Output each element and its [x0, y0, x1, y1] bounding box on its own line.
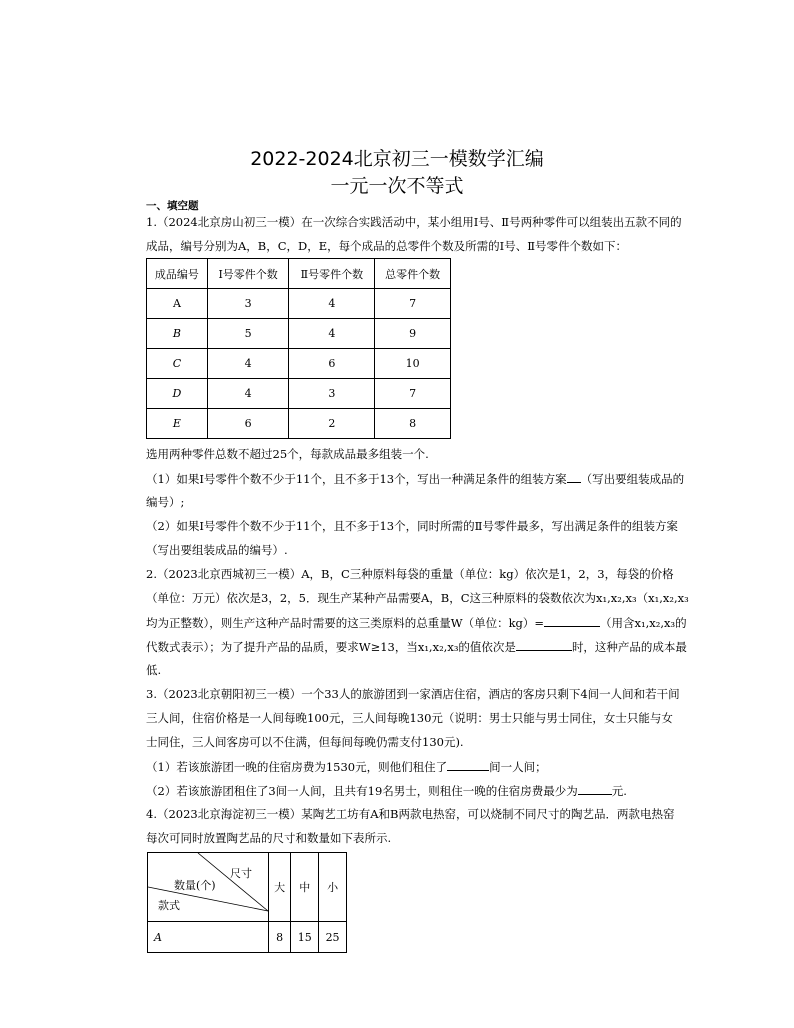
q3-line1: 3.（2023北京朝阳初三一模）一个33人的旅游团到一家酒店住宿，酒店的客房只剩下4间一人间和若干间: [146, 687, 680, 701]
q1-part1-text: （1）如果Ⅰ号零件个数不少于11个，且不多于13个，写出一种满足条件的组装方案: [146, 472, 567, 486]
table-header-cell: 成品编号: [147, 259, 208, 289]
q2-line4-text-end: 时，这种产品的成本最: [571, 640, 687, 654]
q3-line3: 士同住，三人间客房可以不住满，但每间每晚仍需支付130元).: [146, 735, 464, 749]
table-cell: 7: [375, 289, 451, 319]
table-cell: 6: [207, 409, 289, 439]
table-header-cell: 大: [269, 853, 291, 922]
table-header-cell: 中: [291, 853, 319, 922]
table-cell: 4: [207, 379, 289, 409]
table-cell: A: [147, 289, 208, 319]
table-cell: 8: [375, 409, 451, 439]
q1-line4: [146, 470, 684, 487]
q3-line2: 三人间，住宿价格是一人间每晚100元，三人间每晚130元（说明：男士只能与男士同住，女士只能与女: [146, 711, 673, 725]
table-cell: D: [147, 379, 208, 409]
answer-blank[interactable]: [567, 470, 581, 483]
q2-line1: 2.（2023北京西城初三一模）A，B，C三种原料每袋的重量（单位：kg）依次是1，2，3，每袋的价格: [146, 567, 674, 581]
section-heading: 一、填空题: [146, 200, 199, 212]
table-cell: 3: [207, 289, 289, 319]
q1-line2: 成品，编号分别为A，B，C，D，E，每个成品的总零件个数及所需的Ⅰ号、Ⅱ号零件个数如下：: [146, 239, 628, 253]
table-header-cell: Ⅱ号零件个数: [289, 259, 375, 289]
table-cell: 4: [289, 289, 375, 319]
q1-line6: （2）如果Ⅰ号零件个数不少于11个，且不多于13个，同时所需的Ⅱ号零件最多，写出满足条件的组装方案: [146, 519, 678, 533]
q2-line3: [146, 614, 687, 631]
table-cell: B: [147, 319, 208, 349]
q2-line4-text: 代数式表示）；为了提升产品的品质，要求W≥13，当x₁,x₂,x₃的值依次是: [146, 640, 516, 654]
q1-line7: （写出要组装成品的编号）.: [146, 543, 288, 557]
table-cell: 15: [291, 922, 319, 953]
table-row: [147, 409, 451, 439]
q3-line5: [146, 782, 627, 799]
table-row: [147, 379, 451, 409]
doc-subtitle: 一元一次不等式: [330, 175, 464, 197]
table-row: [147, 319, 451, 349]
q1-parts-table: [146, 258, 451, 439]
diag-kind-label: 款式: [158, 899, 180, 912]
table-header-cell: Ⅰ号零件个数: [207, 259, 289, 289]
answer-blank[interactable]: [516, 638, 572, 651]
table-cell: E: [147, 409, 208, 439]
diag-qty-label: 数量(个): [174, 879, 216, 892]
q1-part1-text-end: （写出要组装成品的: [580, 472, 685, 486]
q1-line5: 编号）;: [146, 495, 185, 509]
table-cell: 4: [207, 349, 289, 379]
diag-size-label: 尺寸: [230, 867, 252, 880]
q3-part1-text: （1）若该旅游团一晚的住宿房费为1530元，则他们租住了: [146, 760, 448, 774]
table-row: [147, 349, 451, 379]
table-cell: 9: [375, 319, 451, 349]
table-cell: 5: [207, 319, 289, 349]
table-cell: 7: [375, 379, 451, 409]
table-header-cell: 小: [319, 853, 347, 922]
q4-line2: 每次可同时放置陶艺品的尺寸和数量如下表所示.: [146, 831, 392, 845]
table-cell: 10: [375, 349, 451, 379]
table-row: [148, 922, 347, 953]
table-cell: 25: [319, 922, 347, 953]
table-row: [147, 289, 451, 319]
q3-line4: [146, 758, 547, 775]
doc-title: 2022-2024北京初三一模数学汇编: [250, 148, 544, 170]
q3-part1-text-end: 间一人间；: [489, 760, 547, 774]
q3-part2-text: （2）若该旅游团租住了3间一人间，且共有19名男士，则租住一晚的住宿房费最少为: [146, 784, 578, 798]
table-cell: 4: [289, 319, 375, 349]
table-header-row: [148, 853, 347, 922]
answer-blank[interactable]: [447, 758, 489, 771]
q2-line4: [146, 638, 687, 655]
answer-blank[interactable]: [544, 614, 600, 627]
table-cell: 3: [289, 379, 375, 409]
q2-line3-text-end: （用含x₁,x₂,x₃的: [600, 616, 687, 630]
q4-kiln-table: [147, 852, 347, 953]
q1-line1: 1.（2024北京房山初三一模）在一次综合实践活动中，某小组用Ⅰ号、Ⅱ号两种零件可以组装出五款不同的: [146, 215, 682, 229]
table-header-row: [147, 259, 451, 289]
table-cell: A: [148, 922, 269, 953]
table-cell: 8: [269, 922, 291, 953]
q2-line5: 低.: [146, 663, 162, 677]
q4-line1: 4.（2023北京海淀初三一模）某陶艺工坊有A和B两款电热窑，可以烧制不同尺寸的陶艺品．两款电热窑: [146, 807, 675, 821]
diagonal-header-cell: [148, 853, 269, 922]
table-cell: 2: [289, 409, 375, 439]
q3-part2-text-end: 元.: [611, 784, 627, 798]
q1-line3: 选用两种零件总数不超过25个，每款成品最多组装一个.: [146, 447, 429, 461]
table-header-cell: 总零件个数: [375, 259, 451, 289]
table-cell: C: [147, 349, 208, 379]
answer-blank[interactable]: [578, 782, 612, 795]
q2-line2: （单位：万元）依次是3，2，5．现生产某种产品需要A，B，C这三种原料的袋数依次为x₁,x₂,x₃（x₁,x₂,x₃: [146, 591, 689, 605]
table-cell: 6: [289, 349, 375, 379]
q2-line3-text: 均为正整数），则生产这种产品时需要的这三类原料的总重量W（单位：kg）=: [146, 616, 545, 630]
